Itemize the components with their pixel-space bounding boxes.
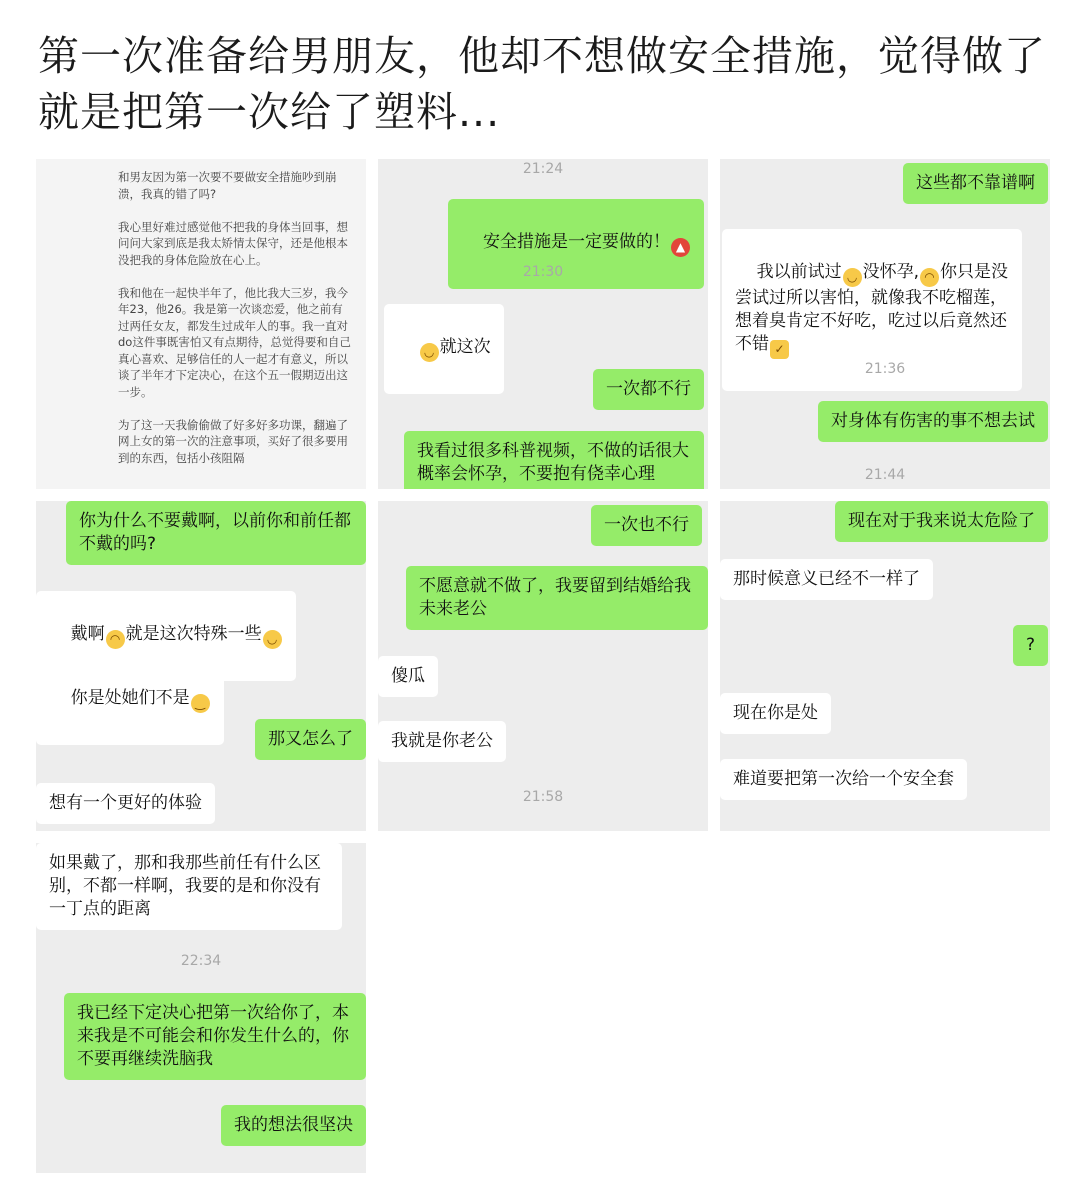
received-message[interactable]: 那时候意义已经不一样了 (720, 559, 933, 600)
sent-message[interactable]: 一次都不行 (593, 369, 704, 410)
received-message[interactable] (384, 304, 504, 394)
screenshot-panel-6 (720, 501, 1050, 831)
sent-message[interactable]: 不愿意就不做了，我要留到结婚给我未来老公 (406, 566, 708, 630)
received-message[interactable]: 如果戴了，那和我那些前任有什么区别，不都一样啊，我要的是和你没有一丁点的距离 (36, 843, 342, 930)
received-message[interactable]: 我就是你老公 (378, 721, 506, 762)
sent-message[interactable]: 你为什么不要戴啊，以前你和前任都不戴的吗? (66, 501, 366, 565)
timestamp: 21:44 (864, 467, 906, 483)
post-text: 和男友因为第一次要不要做安全措施吵到崩溃，我真的错了吗? 我心里好难过感觉他不把我的身体当回事，想问问大家到底是我太矫情太保守，还是他根本没把我的身体危险放在心上。 我和他在一起快半年了，他比我大三岁，我今年23，他26。我是第一次谈恋爱，他之前有过两任女友，都发生过成年人的事。我一直对do这件事既害怕又有点期待，总觉得要和自己真心喜欢、足够信任的人一起才有意义，所以谈了半年才下定决心，在这个五一假期迈出这一步。 为了这一天我偷偷做了好多好多功课，翻遍了网上女的第一次的注意事项，买好了很多要用到的东西，包括小孩阻隔 (118, 170, 351, 465)
angry-emoji-icon: ▲ (671, 238, 690, 257)
received-message[interactable]: 难道要把第一次给一个安全套 (720, 759, 967, 800)
sent-message[interactable]: 现在对于我来说太危险了 (835, 501, 1048, 542)
sent-message[interactable]: 我的想法很坚决 (221, 1105, 366, 1146)
screenshot-panel-4 (36, 501, 366, 831)
message-text: 安全措施是一定要做的！ (483, 232, 670, 252)
screenshot-panel-2 (378, 159, 708, 489)
received-message[interactable]: 想有一个更好的体验 (36, 783, 215, 824)
message-text: 你是处她们不是 (70, 688, 190, 708)
sent-message[interactable]: 那又怎么了 (255, 719, 366, 760)
message-text: 戴啊 (70, 624, 105, 644)
message-text: 就这次 (439, 337, 491, 357)
sweat-emoji-icon: ‿ (191, 694, 210, 713)
timestamp: 21:30 (522, 264, 564, 280)
page-title: 第一次准备给男朋友，他却不想做安全措施，觉得做了就是把第一次给了塑料... (38, 32, 1046, 136)
timestamp: 21:58 (522, 789, 564, 805)
message-text: 你只是没尝试过所以害怕，就像我不吃榴莲，想着臭肯定不好吃，吃过以后竟然还不错 (735, 262, 1009, 354)
message-text: 我以前试过 (756, 262, 842, 282)
screenshot-panel-1 (36, 159, 366, 489)
sent-message[interactable]: 我看过很多科普视频，不做的话很大概率会怀孕，不要抱有侥幸心理 (404, 431, 704, 489)
sent-message[interactable]: 我已经下定决心把第一次给你了，本来我是不可能会和你发生什么的，你不要再继续洗脑我 (64, 993, 366, 1080)
received-message[interactable]: 傻瓜 (378, 656, 438, 697)
received-message[interactable] (36, 655, 224, 745)
sent-message[interactable]: 这些都不靠谱啊 (903, 163, 1048, 204)
timestamp: 22:34 (180, 953, 222, 969)
timestamp: 21:36 (864, 361, 906, 377)
sent-message[interactable]: 对身体有伤害的事不想去试 (818, 401, 1048, 442)
smile-emoji-icon: ◡ (420, 343, 439, 362)
cry-emoji-icon: ◠ (106, 630, 125, 649)
message-text: 就是这次特殊一些 (125, 624, 262, 644)
cry-emoji-icon: ◠ (920, 268, 939, 287)
received-message[interactable]: 现在你是处 (720, 693, 831, 734)
message-text: 没怀孕, (862, 262, 920, 282)
screenshot-panel-7 (36, 843, 366, 1173)
screenshot-panel-3 (720, 159, 1050, 489)
blush-emoji-icon: ◡ (263, 630, 282, 649)
sent-message[interactable]: ? (1013, 625, 1048, 666)
screenshot-panel-5 (378, 501, 708, 831)
thumbs-up-emoji-icon: ✓ (770, 340, 789, 359)
sent-message[interactable]: 一次也不行 (591, 505, 702, 546)
blush-emoji-icon: ◡ (843, 268, 862, 287)
timestamp: 21:24 (522, 161, 564, 177)
